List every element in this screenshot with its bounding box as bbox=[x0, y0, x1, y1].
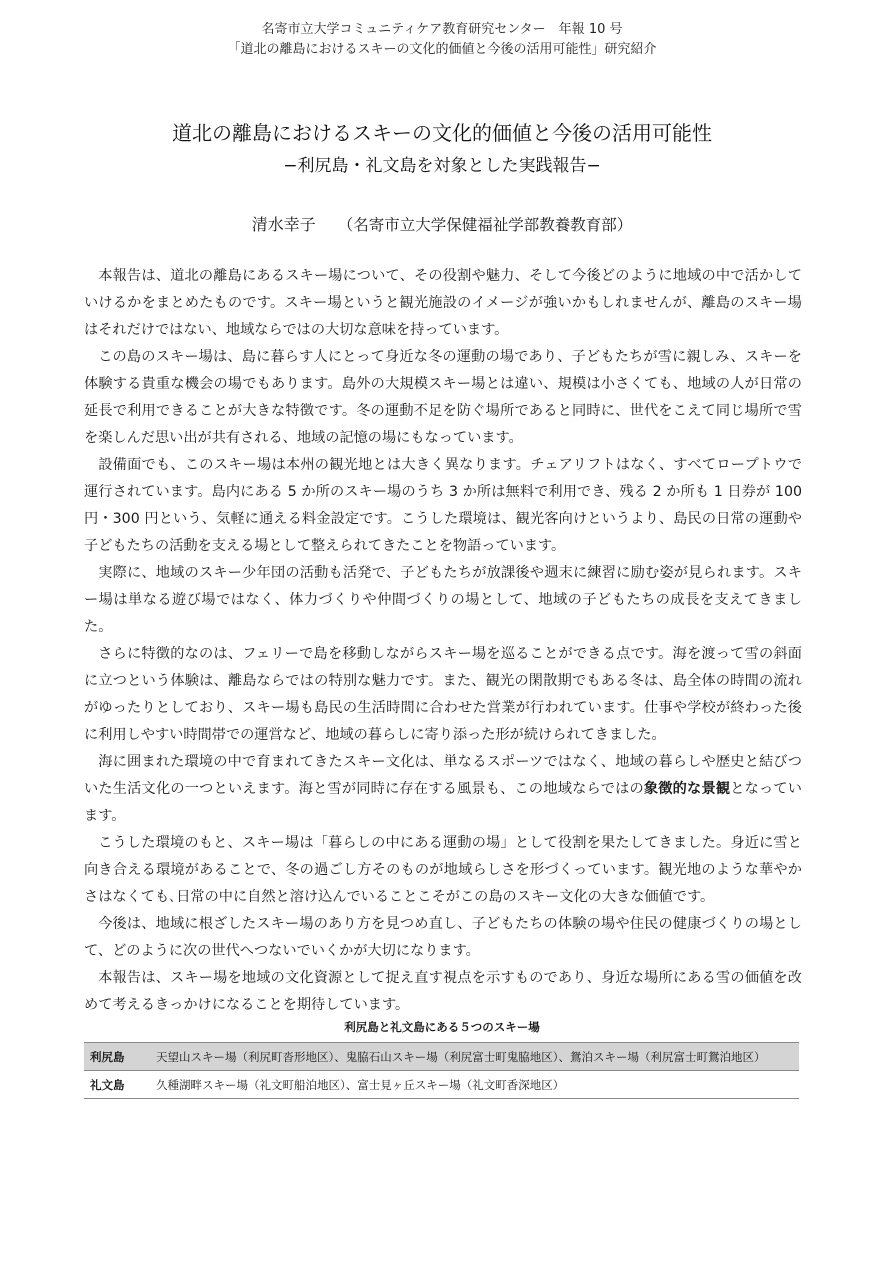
table-caption: 利尻島と礼文島にある５つのスキー場 bbox=[344, 1020, 540, 1034]
title-block bbox=[0, 118, 884, 180]
paragraph-9: 本報告は、スキー場を地域の文化資源として捉え直す視点を示すものであり、身近な場所にある雪の価値を改めて考えるきっかけになることを期待しています。 bbox=[84, 970, 802, 1013]
header-journal-line: 名寄市立大学コミュニティケア教育研究センター 年報 10 号 bbox=[261, 22, 623, 37]
ski-sites-cell: 久種湖畔スキー場（礼文町船泊地区）、富士見ヶ丘スキー場（礼文町香深地区） bbox=[150, 1071, 799, 1099]
paper-title: 道北の離島におけるスキーの文化的価値と今後の活用可能性 bbox=[172, 121, 712, 145]
author-line bbox=[0, 212, 884, 238]
paragraph-6-text-b: となっています。 bbox=[84, 781, 802, 824]
header-article-line: 「道北の離島におけるスキーの文化的価値と今後の活用可能性」研究紹介 bbox=[227, 42, 657, 57]
table-row bbox=[84, 1043, 799, 1071]
author-name: 清水幸子 bbox=[251, 215, 316, 234]
running-header bbox=[0, 20, 884, 60]
paragraph-7: こうした環境のもと、スキー場は「暮らしの中にある運動の場」として役割を果たしてきました。身近に雪と向き合える環境があることで、冬の過ごし方そのものが地域らしさを形づくっています。観光地のような華やかさはなくても､日常の中に自然と溶け込んでいることこそがこの島のスキー文化の大きな価値です。 bbox=[84, 835, 802, 905]
paragraph-4: 実際に、地域のスキー少年団の活動も活発で、子どもたちが放課後や週末に練習に励む姿が見られます。スキー場は単なる遊び場ではなく、体力づくりや仲間づくりの場として、地域の子どもたちの成長を支えてきました。 bbox=[84, 565, 802, 635]
paragraph-6-text-a: 海に囲まれた環境の中で育まれてきたスキー文化は、単なるスポーツではなく、地域の暮らしや歴史と結びついた生活文化の一つといえます。海と雪が同時に存在する風景も、この地域ならではの bbox=[84, 754, 802, 797]
emphasized-phrase: 象徴的な景観 bbox=[643, 781, 731, 797]
paragraph-2: この島のスキー場は、島に暮らす人にとって身近な冬の運動の場であり、子どもたちが雪に親しみ、スキーを体験する貴重な機会の場でもあります。島外の大規模スキー場とは違い、規模は小さくても、地域の人が日常の延長で利用できることが大きな特徴です。冬の運動不足を防ぐ場所であると同時に、世代をこえて同じ場所で雪を楽しんだ思い出が共有される、地域の記憶の場にもなっています。 bbox=[84, 349, 802, 446]
paragraph-6 bbox=[84, 749, 802, 830]
author-affiliation: （名寄市立大学保健福祉学部教養教育部） bbox=[337, 216, 633, 234]
paragraph-1: 本報告は、道北の離島にあるスキー場について、その役割や魅力、そして今後どのように地域の中で活かしていけるかをまとめたものです。スキー場というと観光施設のイメージが強いかもしれませんが、離島のスキー場はそれだけではない、地域ならではの大切な意味を持っています。 bbox=[84, 268, 802, 338]
paragraph-3: 設備面でも、このスキー場は本州の観光地とは大きく異なります。チェアリフトはなく、すべてロープトウで運行されています。島内にある 5 か所のスキー場のうち 3 か所は無料で利用でき、残る 2 か所も 1 日券が 100 円・300 円という、気軽に通える料金設定です。こうした環境は、観光客向けというより、島民の日常の運動や子どもたちの活動を支える場として整えられてきたことを物語っています。 bbox=[84, 457, 802, 554]
paragraph-5: さらに特徴的なのは、フェリーで島を移動しながらスキー場を巡ることができる点です。海を渡って雪の斜面に立つという体験は、離島ならではの特別な魅力です。また、観光の閑散期でもある冬は、島全体の時間の流れがゆったりとしており、スキー場も島民の生活時間に合わせた営業が行われています。仕事や学校が終わった後に利用しやすい時間帯での運営など、地域の暮らしに寄り添った形が続けられてきました。 bbox=[84, 646, 802, 743]
table-row bbox=[84, 1071, 799, 1099]
ski-sites-cell: 天望山スキー場（利尻町沓形地区）、鬼脇石山スキー場（利尻富士町鬼脇地区）、鴛泊スキー場（利尻富士町鴛泊地区） bbox=[150, 1043, 799, 1071]
ski-area-table bbox=[84, 1042, 799, 1099]
body-text bbox=[84, 263, 802, 1019]
paragraph-8: 今後は、地域に根ざしたスキー場のあり方を見つめ直し、子どもたちの体験の場や住民の健康づくりの場として、どのように次の世代へつないでいくかが大切になります。 bbox=[84, 916, 802, 959]
island-cell: 礼文島 bbox=[84, 1071, 150, 1099]
island-cell: 利尻島 bbox=[84, 1043, 150, 1071]
paper-subtitle: −利尻島・礼文島を対象とした実践報告− bbox=[283, 156, 601, 176]
